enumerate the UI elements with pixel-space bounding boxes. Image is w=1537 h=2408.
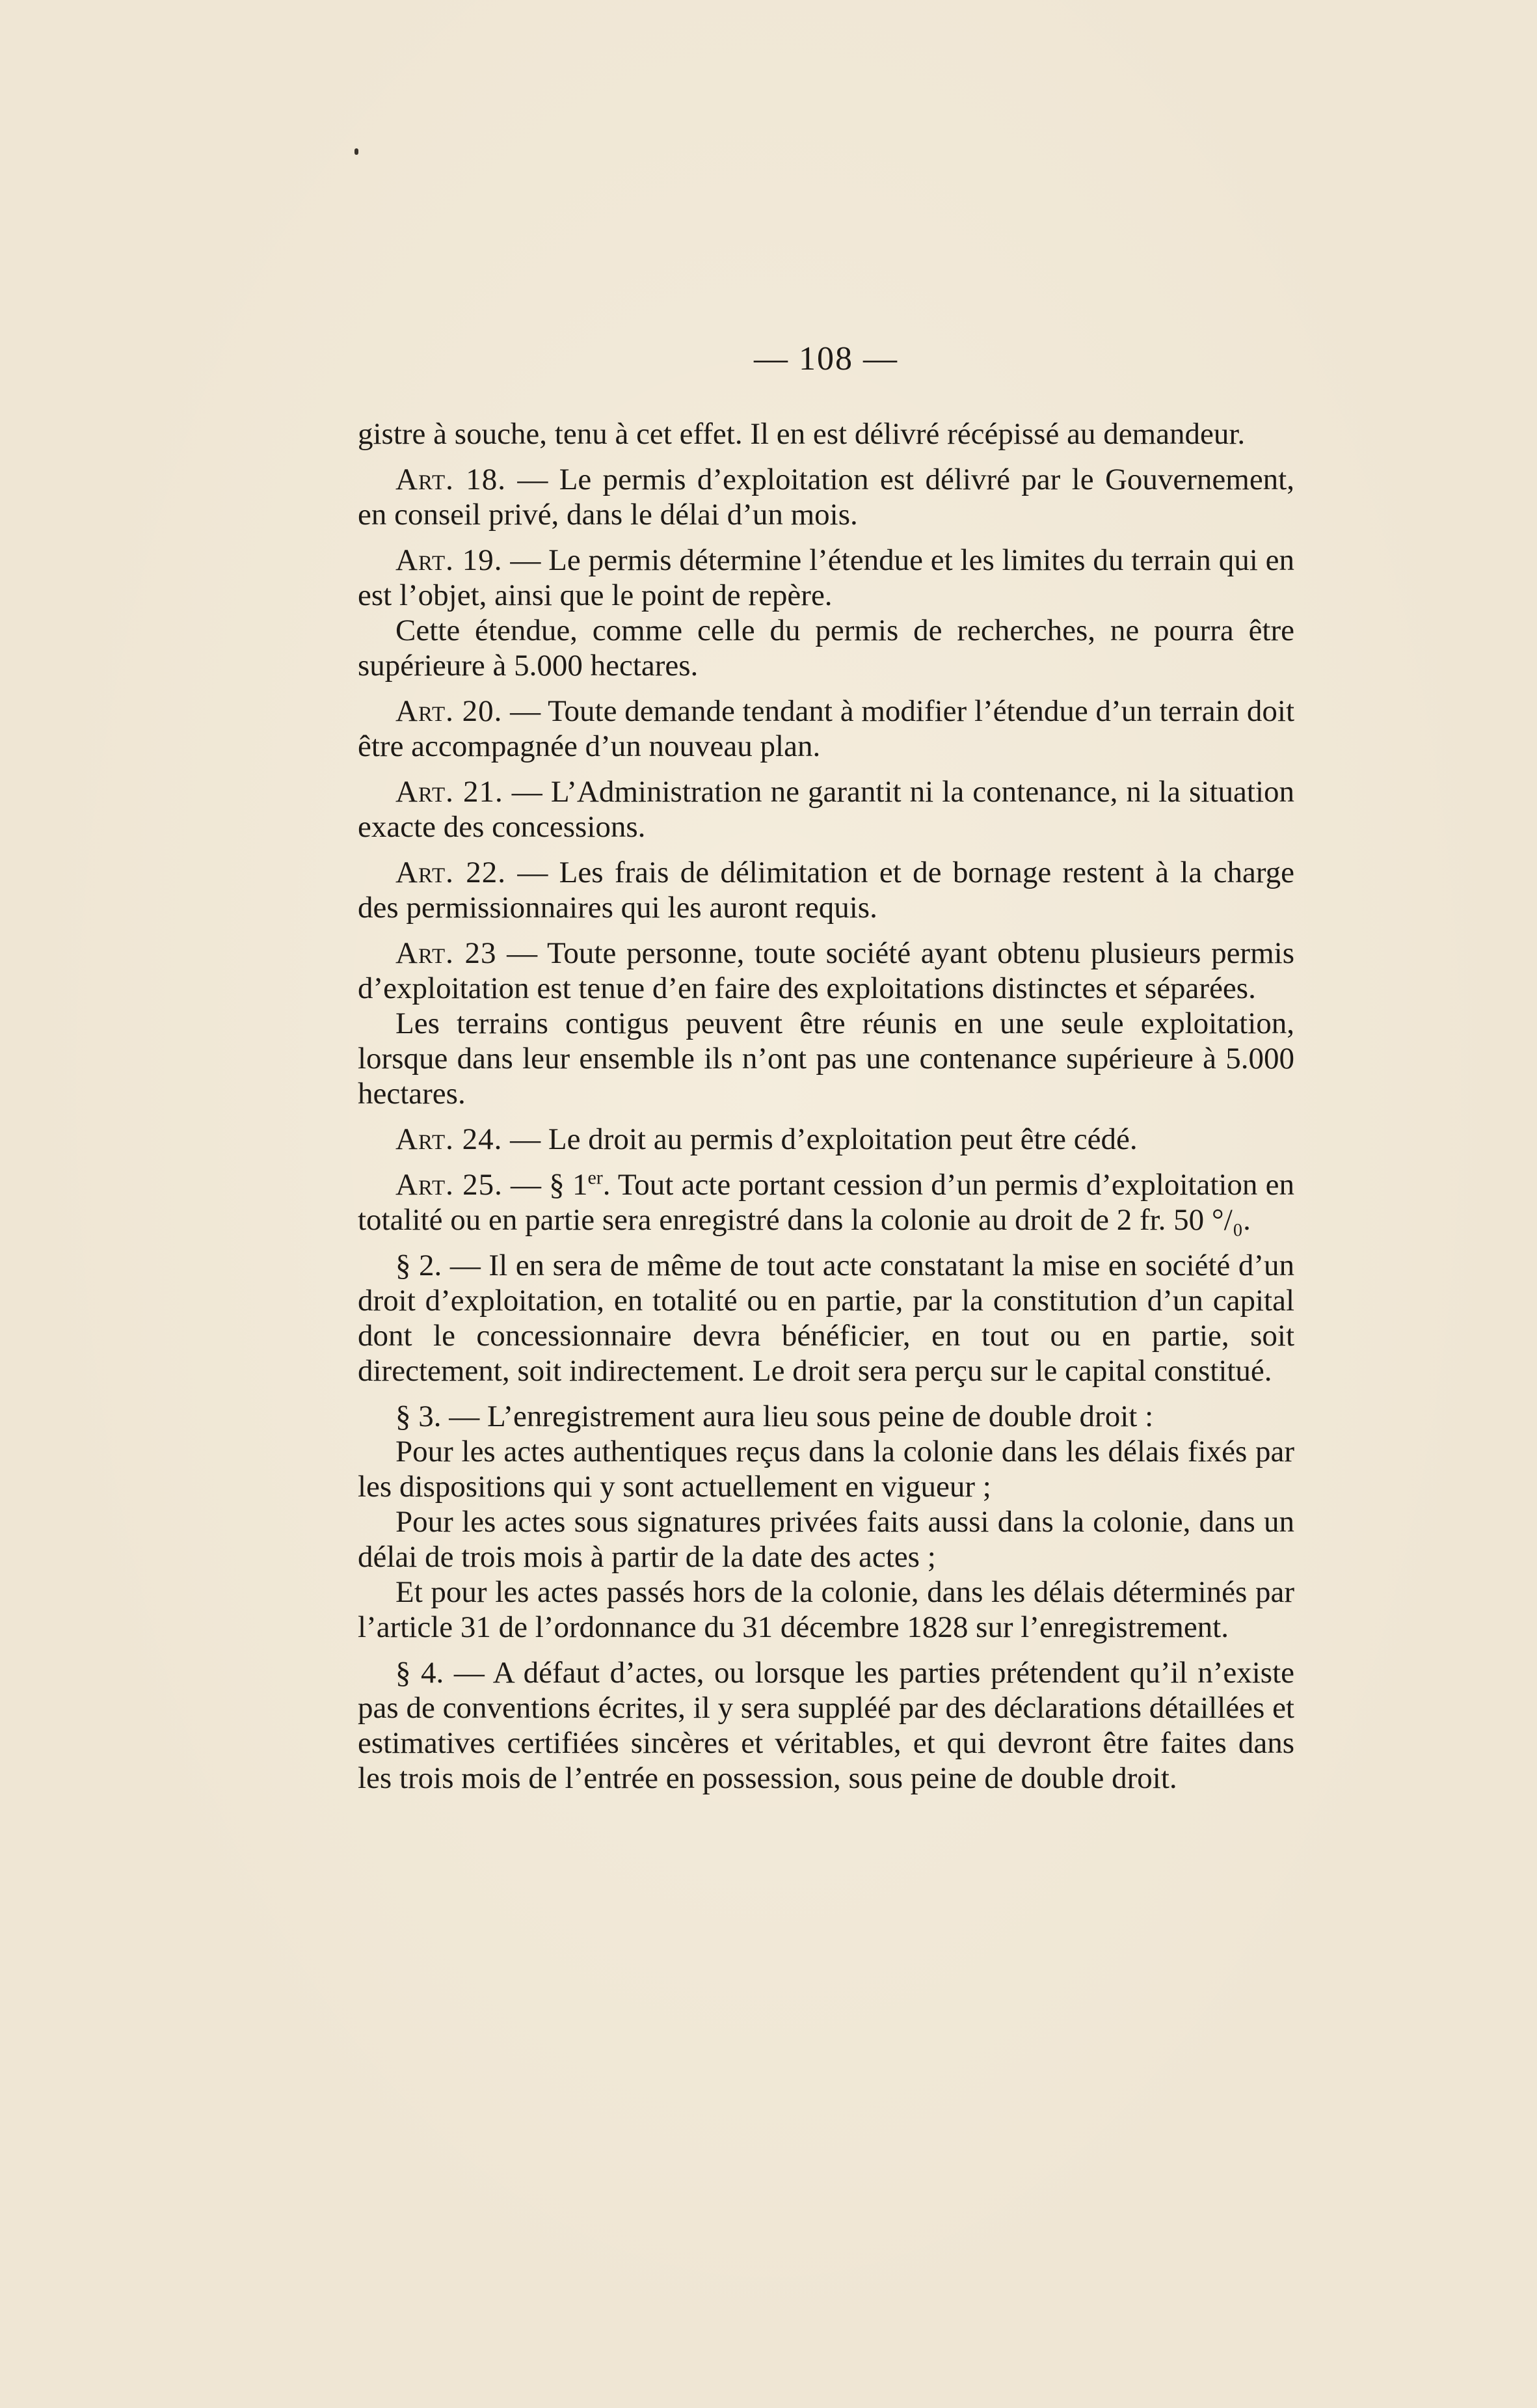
paragraph: Cette étendue, comme celle du permis de recherches, ne pourra être supérieure à 5.000 hectares. [358, 614, 1294, 683]
body-text [358, 416, 1294, 1796]
article-22 [358, 855, 1294, 925]
page-number: — 108 — [754, 340, 898, 377]
article-label: Art. 25. [395, 1168, 503, 1202]
article-text: — Le permis d’exploitation est délivré par le Gouvernement, en conseil privé, dans le délai d’un mois. [358, 463, 1294, 532]
article-23 [358, 936, 1294, 1006]
article-label: Art. 19. [395, 543, 503, 577]
article-label: Art. 20. [395, 694, 503, 728]
article-19 [358, 543, 1294, 613]
article-text: — Toute demande tendant à modifier l’étendue d’un terrain doit être accompagnée d’un nouveau plan. [358, 694, 1294, 763]
ink-speck [354, 148, 358, 155]
article-label: Art. 22. [395, 856, 506, 889]
article-25 [358, 1167, 1294, 1238]
article-label: Art. 24. [395, 1122, 503, 1156]
article-text: — Le permis détermine l’étendue et les limites du terrain qui en est l’objet, ainsi que le point de repère. [358, 543, 1294, 612]
article-text: — Le droit au permis d’exploitation peut être cédé. [510, 1122, 1138, 1156]
article-section-mark: — § 1 [511, 1168, 588, 1202]
paragraph: Pour les actes authentiques reçus dans la colonie dans les délais fixés par les dispositions qui y sont actuellement en vigueur ; [358, 1435, 1294, 1504]
section-4: § 4. — A défaut d’actes, ou lorsque les parties prétendent qu’il n’existe pas de conventions écrites, il y sera suppléé par des déclarations détaillées et estimatives certifiées sincères et véritables, et qui devront être faites dans les trois mois de l’entrée en possession, sous peine de double droit. [358, 1656, 1294, 1795]
article-20 [358, 694, 1294, 764]
superscript: er [587, 1167, 603, 1189]
article-label: Art. 18. [395, 463, 506, 496]
article-21 [358, 774, 1294, 845]
article-label: Art. 23 [395, 936, 497, 970]
paragraph: Et pour les actes passés hors de la colonie, dans les délais déterminés par l’article 31 de l’ordonnance du 31 décembre 1828 sur l’enregistrement. [358, 1575, 1294, 1644]
paragraph: Les terrains contigus peuvent être réunis en une seule exploitation, lorsque dans leur ensemble ils n’ont pas une contenance supérieure à 5.000 hectares. [358, 1007, 1294, 1111]
article-label: Art. 21. [395, 775, 503, 809]
paragraph: Pour les actes sous signatures privées faits aussi dans la colonie, dans un délai de trois mois à partir de la date des actes ; [358, 1505, 1294, 1574]
section-3: § 3. — L’enregistrement aura lieu sous peine de double droit : [395, 1400, 1154, 1433]
article-text: — Toute personne, toute société ayant obtenu plusieurs permis d’exploitation est tenue d’en faire des exploitations distinctes et séparées. [358, 936, 1294, 1005]
article-text: — Les frais de délimitation et de bornage restent à la charge des permissionnaires qui les auront requis. [358, 856, 1294, 925]
paragraph-continuation: gistre à souche, tenu à cet effet. Il en est délivré récépissé au demandeur. [358, 417, 1246, 451]
article-text: — L’Administration ne garantit ni la contenance, ni la situation exacte des concessions. [358, 775, 1294, 844]
section-2: § 2. — Il en sera de même de tout acte constatant la mise en société d’un droit d’exploitation, en totalité ou en partie, par la constitution d’un capital dont le concessionnaire devra bénéficier, en tout ou en partie, soit directement, soit indirectement. Le droit sera perçu sur le capital constitué. [358, 1249, 1294, 1388]
article-text: . Tout acte portant cession d’un permis d’exploitation en totalité ou en partie sera enregistré dans la colonie au droit de 2 fr. 50 °/₀. [358, 1168, 1294, 1237]
article-24 [358, 1122, 1294, 1157]
article-18 [358, 462, 1294, 532]
